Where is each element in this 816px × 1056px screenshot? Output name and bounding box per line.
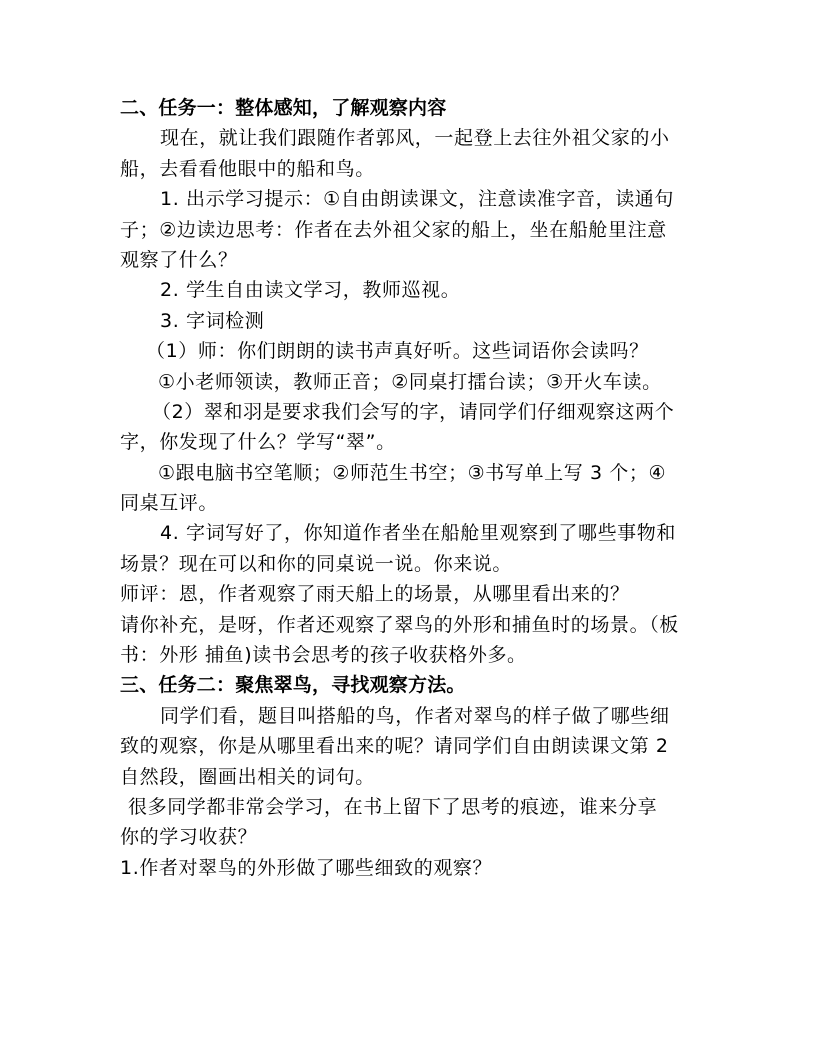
numbered-item-4: 4. 字词写好了，你知道作者坐在船舱里观察到了哪些事物和 bbox=[160, 522, 676, 545]
paragraph-line: 场景？现在可以和你的同桌说一说。你来说。 bbox=[120, 552, 513, 575]
paragraph-line: 字，你发现了什么？学写“翠”。 bbox=[120, 431, 396, 454]
paragraph-line: 请你补充，是呀，作者还观察了翠鸟的外形和捕鱼时的场景。（板 bbox=[120, 613, 679, 636]
document-page bbox=[120, 93, 702, 883]
paragraph-line: 很多同学都非常会学习，在书上留下了思考的痕迹，谁来分享 bbox=[128, 795, 658, 818]
paragraph-line: 同学们看，题目叫搭船的鸟，作者对翠鸟的样子做了哪些细 bbox=[160, 704, 670, 727]
paragraph-line: 子；②边读边思考：作者在去外祖父家的船上，坐在船舱里注意 bbox=[120, 218, 667, 241]
numbered-item-1: 1. 出示学习提示：①自由朗读课文，注意读准字音，读通句 bbox=[160, 188, 675, 211]
paragraph-line: ①小老师领读，教师正音；②同桌打擂台读；③开火车读。 bbox=[158, 370, 662, 393]
sub-item-1: （1）师：你们朗朗的读书声真好听。这些词语你会读吗？ bbox=[146, 340, 649, 363]
paragraph-line: 你的学习收获？ bbox=[120, 826, 258, 849]
paragraph-line: 同桌互评。 bbox=[120, 492, 219, 515]
question-line: 1.作者对翠鸟的外形做了哪些细致的观察？ bbox=[120, 856, 493, 879]
paragraph-line: 自然段，圈画出相关的词句。 bbox=[120, 765, 375, 788]
numbered-item-2: 2. 学生自由读文学习，教师巡视。 bbox=[160, 279, 461, 302]
numbered-item-3: 3. 字词检测 bbox=[160, 309, 265, 332]
section-heading-task-one: 二、任务一：整体感知，了解观察内容 bbox=[120, 97, 447, 119]
paragraph-line: ①跟电脑书空笔顺；②师范生书空；③书写单上写 3 个；④ bbox=[158, 461, 667, 484]
paragraph-line: 现在，就让我们跟随作者郭风，一起登上去往外祖父家的小 bbox=[160, 127, 670, 150]
paragraph-line: 师评：恩，作者观察了雨天船上的场景，从哪里看出来的？ bbox=[120, 583, 630, 606]
paragraph-line: 书：外形 捕鱼)读书会思考的孩子收获格外多。 bbox=[120, 644, 527, 667]
paragraph-line: 船，去看看他眼中的船和鸟。 bbox=[120, 157, 375, 180]
paragraph-line: 致的观察，你是从哪里看出来的呢？请同学们自由朗读课文第 2 bbox=[120, 735, 669, 758]
paragraph-line: 观察了什么？ bbox=[120, 248, 238, 271]
section-heading-task-two: 三、任务二：聚焦翠鸟，寻找观察方法。 bbox=[120, 674, 466, 697]
sub-item-2: （2）翠和羽是要求我们会写的字，请同学们仔细观察这两个 bbox=[152, 400, 675, 423]
